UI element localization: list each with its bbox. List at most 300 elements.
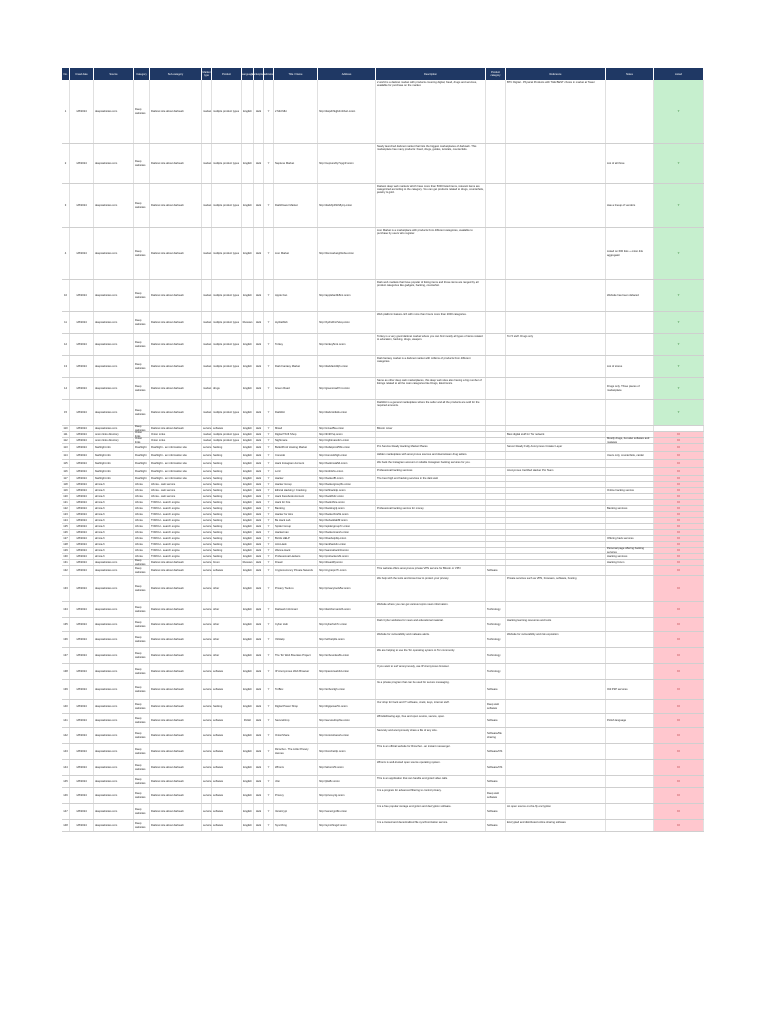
cell-category[interactable]: Deep websites (134, 648, 150, 663)
cell-description[interactable]: Website where you can get various topics news information. (376, 602, 486, 617)
cell-marketplace[interactable]: dark (254, 476, 264, 481)
cell-listed[interactable]: N (654, 530, 704, 535)
cell-notes[interactable] (606, 618, 654, 631)
cell-notes[interactable] (606, 820, 654, 831)
cell-address[interactable]: http://thrift7sq.onion (318, 432, 376, 437)
cell-subcategory[interactable]: Darknet site about darkweb (150, 184, 202, 227)
header-marketplace[interactable]: Marketplace (254, 68, 264, 80)
cell-listed[interactable]: Y (654, 400, 704, 425)
cell-title[interactable]: Comodo (274, 452, 318, 459)
cell-product-category[interactable] (486, 432, 506, 437)
cell-source[interactable]: ahmia.fi (94, 536, 134, 541)
cell-language[interactable]: English (242, 444, 254, 451)
cell-title[interactable]: OnionShare (274, 728, 318, 743)
cell-listed[interactable]: N (654, 788, 704, 803)
cell-subcategory[interactable]: Darknet site about darkweb (150, 680, 202, 699)
cell-title[interactable]: Spider Group (274, 524, 318, 529)
cell-address[interactable]: http://hackerman2v.onion (318, 530, 376, 535)
cell-date[interactable]: 1/8/2024 (70, 468, 94, 475)
cell-reference[interactable] (506, 482, 606, 487)
cell-category[interactable]: Ahmia (134, 536, 150, 541)
cell-category[interactable]: Flashlight (134, 460, 150, 467)
cell-language[interactable]: English (242, 500, 254, 505)
cell-no[interactable]: 136 (62, 632, 70, 647)
cell-listed[interactable]: N (654, 560, 704, 565)
cell-date[interactable]: 1/8/2024 (70, 426, 94, 431)
cell-product-category[interactable]: Software/OS (486, 744, 506, 759)
cell-notes[interactable] (606, 804, 654, 819)
cell-description[interactable]: It is a free popular storage encryption and decryption software. (376, 804, 486, 819)
cell-language[interactable]: English (242, 506, 254, 511)
cell-category[interactable]: Deep websites (134, 184, 150, 227)
cell-subcategory[interactable]: Darknet site about darkweb (150, 356, 202, 377)
cell-product[interactable]: multiple product types (212, 80, 242, 143)
cell-market-type[interactable]: service (202, 788, 212, 803)
cell-listed[interactable]: N (654, 500, 704, 505)
cell-reference[interactable] (506, 500, 606, 505)
cell-title[interactable]: Wanna Hack (274, 548, 318, 553)
cell-listed[interactable]: N (654, 632, 704, 647)
cell-indicator[interactable]: Y (264, 356, 274, 377)
cell-language[interactable]: English (242, 536, 254, 541)
cell-subcategory[interactable]: TORCH - search engine (150, 554, 202, 559)
cell-subcategory[interactable]: Darknet site about darkweb (150, 280, 202, 311)
cell-title[interactable]: Professional Hackers (274, 554, 318, 559)
cell-marketplace[interactable]: dark (254, 714, 264, 727)
cell-reference[interactable] (506, 536, 606, 541)
cell-source[interactable]: ahmia.fi (94, 500, 134, 505)
cell-product-category[interactable] (486, 334, 506, 355)
cell-title[interactable]: Syncthing (274, 820, 318, 831)
cell-market-type[interactable]: service (202, 728, 212, 743)
cell-indicator[interactable]: Y (264, 576, 274, 601)
table-row[interactable] (62, 280, 704, 312)
cell-product[interactable]: multiple product types (212, 400, 242, 425)
cell-address[interactable]: http://lionmarketgf4xdw.onion (318, 228, 376, 279)
cell-indicator[interactable]: Y (264, 744, 274, 759)
cell-indicator[interactable]: Y (264, 714, 274, 727)
cell-date[interactable]: 1/8/2024 (70, 444, 94, 451)
cell-indicator[interactable]: Y (264, 566, 274, 575)
cell-date[interactable]: 1/8/2024 (70, 438, 94, 443)
cell-listed[interactable]: N (654, 444, 704, 451)
cell-marketplace[interactable]: dark (254, 280, 264, 311)
cell-source[interactable]: deepwebsites.com (94, 728, 134, 743)
cell-title[interactable]: DarkFlower Market (274, 184, 318, 227)
cell-indicator[interactable]: Y (264, 494, 274, 499)
cell-category[interactable]: Deep websites (134, 714, 150, 727)
cell-product-category[interactable] (486, 444, 506, 451)
cell-source[interactable]: deepwebsites.com (94, 144, 134, 183)
cell-category[interactable]: Deep websites (134, 728, 150, 743)
table-row[interactable] (62, 744, 704, 760)
cell-product[interactable]: multiple product types (212, 184, 242, 227)
cell-product-category[interactable]: Software (486, 680, 506, 699)
cell-title[interactable]: Hack Instagram Account (274, 460, 318, 467)
cell-market-type[interactable]: service (202, 804, 212, 819)
cell-reference[interactable] (506, 452, 606, 459)
cell-category[interactable]: Deep websites (134, 744, 150, 759)
cell-language[interactable]: English (242, 700, 254, 713)
cell-description[interactable] (376, 524, 486, 529)
cell-marketplace[interactable]: dark (254, 184, 264, 227)
cell-source[interactable]: deepwebsites.com (94, 648, 134, 663)
cell-source[interactable]: deepwebsites.com (94, 714, 134, 727)
cell-category[interactable]: Ahmia (134, 482, 150, 487)
cell-product-category[interactable] (486, 312, 506, 333)
cell-subcategory[interactable]: Darknet site about darkweb (150, 804, 202, 819)
cell-listed[interactable]: N (654, 468, 704, 475)
cell-listed[interactable]: N (654, 554, 704, 559)
cell-source[interactable]: ahmia.fi (94, 548, 134, 553)
cell-source[interactable]: deepwebsites.com (94, 334, 134, 355)
cell-title[interactable]: IP Anonymous Web Browser (274, 664, 318, 679)
cell-title[interactable]: Ethical Hacking / Cracking (274, 488, 318, 493)
cell-address[interactable]: http://lord4xhx.onion (318, 468, 376, 475)
cell-category[interactable]: Flashlight (134, 476, 150, 481)
cell-title[interactable]: VeraCrypt (274, 804, 318, 819)
cell-listed[interactable]: N (654, 728, 704, 743)
cell-marketplace[interactable]: dark (254, 438, 264, 443)
cell-source[interactable]: flashlight.info (94, 460, 134, 467)
cell-no[interactable]: 118 (62, 482, 70, 487)
cell-market-type[interactable]: market (202, 228, 212, 279)
cell-address[interactable]: http://jitsi8x.onion (318, 776, 376, 787)
cell-category[interactable]: Deep websites (134, 700, 150, 713)
cell-address[interactable]: http://banking4j.onion (318, 506, 376, 511)
table-row[interactable] (62, 728, 704, 744)
cell-description[interactable]: Lion Market is a marketplace with products from different categories, available to purchase by users who register. (376, 228, 486, 279)
cell-address[interactable]: http://hack4hire.onion (318, 500, 376, 505)
table-row[interactable] (62, 648, 704, 664)
cell-category[interactable]: Deep websites (134, 632, 150, 647)
table-row[interactable] (62, 760, 704, 776)
cell-no[interactable]: 4 (62, 228, 70, 279)
cell-date[interactable]: 1/8/2024 (70, 334, 94, 355)
cell-language[interactable]: English (242, 468, 254, 475)
cell-title[interactable]: BulletProof Hosting Market (274, 444, 318, 451)
cell-description[interactable]: Pro Service Ready Hacking Market Places (376, 444, 486, 451)
cell-notes[interactable]: Mostly drugs, but also software and malware (606, 438, 654, 443)
cell-date[interactable]: 1/8/2024 (70, 228, 94, 279)
cell-description[interactable]: We are helping to use the Tor operating system to Tor community. (376, 648, 486, 663)
cell-market-type[interactable]: service (202, 576, 212, 601)
cell-description[interactable]: If you want to surf anonymously, use IP Anonymous browser. (376, 664, 486, 679)
cell-product[interactable]: multiple product types (212, 438, 242, 443)
cell-market-type[interactable]: service (203, 554, 212, 558)
cell-source[interactable]: deepwebsites.com (94, 632, 134, 647)
cell-language[interactable]: English (242, 184, 254, 227)
cell-source[interactable]: deepwebsites.com (94, 788, 134, 803)
cell-product[interactable]: hacking (212, 444, 242, 451)
cell-reference[interactable] (506, 680, 606, 699)
cell-indicator[interactable]: Y (264, 468, 274, 475)
cell-reference[interactable] (506, 714, 606, 727)
cell-product-category[interactable]: Software (486, 566, 506, 575)
cell-product[interactable]: hacking (212, 506, 242, 511)
cell-category[interactable]: Deep websites (134, 400, 150, 425)
cell-no[interactable]: 126 (62, 530, 70, 535)
cell-source[interactable]: deepwebsites.com (94, 426, 134, 431)
cell-product-category[interactable]: Software (486, 804, 506, 819)
table-row[interactable] (62, 378, 704, 400)
cell-no[interactable]: 13 (62, 356, 70, 377)
cell-no[interactable]: 138 (62, 664, 70, 679)
table-row[interactable] (62, 618, 704, 632)
cell-title[interactable]: The Tor Web Bounties Project (274, 648, 318, 663)
cell-date[interactable]: 1/8/2024 (70, 506, 94, 511)
cell-no[interactable]: 110 (62, 426, 70, 431)
cell-category[interactable]: Deep websites (134, 576, 150, 601)
cell-marketplace[interactable]: dark (254, 524, 264, 529)
cell-subcategory[interactable]: Darknet site about darkweb (150, 228, 202, 279)
cell-description[interactable] (376, 438, 486, 443)
table-row[interactable] (62, 776, 704, 788)
cell-listed[interactable]: N (654, 566, 704, 575)
cell-date[interactable]: 1/8/2024 (70, 144, 94, 183)
cell-listed[interactable]: Y (654, 280, 704, 311)
cell-category[interactable]: Deep websites (134, 566, 150, 575)
cell-language[interactable]: English (242, 788, 254, 803)
cell-address[interactable]: http://hacker8f.onion (318, 476, 376, 481)
cell-subcategory[interactable]: TORCH - search engine (150, 524, 202, 529)
cell-marketplace[interactable]: dark (254, 482, 264, 487)
cell-address[interactable]: http://bluehelp9q.onion (318, 536, 376, 541)
cell-reference[interactable] (506, 476, 606, 481)
cell-title[interactable]: Privoxy (274, 788, 318, 803)
cell-date[interactable]: 1/8/2024 (70, 460, 94, 467)
cell-description[interactable]: Dark web markets that have popular of listing items and those items are ranged by all product categories like gadgets, hacking, counterfeit. (376, 280, 486, 311)
cell-marketplace[interactable]: dark (254, 632, 264, 647)
cell-title[interactable]: Dread (274, 560, 318, 565)
cell-product[interactable]: multiple product types (212, 334, 242, 355)
cell-title[interactable]: Digital Thrift Shop (274, 432, 318, 437)
cell-reference[interactable] (506, 184, 606, 227)
cell-notes[interactable] (606, 700, 654, 713)
cell-language[interactable]: English (242, 576, 254, 601)
cell-product[interactable]: hacking (212, 452, 242, 459)
cell-title[interactable]: SecureDrop (274, 714, 318, 727)
header-language[interactable]: Language (242, 68, 254, 80)
cell-listed[interactable]: N (654, 536, 704, 541)
cell-notes[interactable] (606, 500, 654, 505)
cell-language[interactable]: English (242, 554, 254, 559)
cell-notes[interactable]: Old P2P services (606, 680, 654, 699)
cell-language[interactable]: English (242, 518, 254, 523)
cell-notes[interactable] (606, 312, 654, 333)
cell-product-category[interactable] (486, 488, 506, 493)
cell-market-type[interactable]: service (202, 700, 212, 713)
cell-market-type[interactable]: service (202, 714, 212, 727)
cell-notes[interactable] (606, 426, 654, 431)
cell-date[interactable]: 1/8/2024 (70, 700, 94, 713)
table-row[interactable] (62, 80, 704, 144)
cell-date[interactable]: 1/8/2024 (70, 788, 94, 803)
cell-reference[interactable] (506, 700, 606, 713)
cell-subcategory[interactable]: Darknet site about darkweb (150, 760, 202, 775)
cell-language[interactable]: English (242, 460, 254, 467)
cell-category[interactable]: Ahmia (134, 488, 150, 493)
header-description[interactable]: Description (376, 68, 486, 80)
cell-date[interactable]: 1/8/2024 (70, 356, 94, 377)
cell-reference[interactable] (506, 280, 606, 311)
cell-reference[interactable] (506, 602, 606, 617)
cell-listed[interactable]: N (654, 760, 704, 775)
cell-description[interactable]: Newly launched darknet market that lists the biggest marketplaces of darkweb. This marketplace has many products: fraud, drugs, guides, tutorials, counterfeits. (376, 144, 486, 183)
cell-title[interactable]: Lion Market (274, 228, 318, 279)
cell-market-type[interactable]: market (202, 378, 212, 399)
cell-title[interactable]: Hacker Group (274, 482, 318, 487)
cell-language[interactable]: English (242, 400, 254, 425)
cell-no[interactable]: 134 (62, 602, 70, 617)
cell-no[interactable]: 117 (62, 476, 70, 481)
cell-notes[interactable] (606, 728, 654, 743)
cell-product-category[interactable] (486, 144, 506, 183)
cell-address[interactable]: http://neptune5y7xpg4f.onion (318, 144, 376, 183)
cell-date[interactable]: 1/8/2024 (70, 632, 94, 647)
cell-title[interactable]: DarkRot (274, 400, 318, 425)
cell-subcategory[interactable]: Flashlight - an information site (150, 460, 202, 467)
cell-product[interactable]: other (212, 632, 242, 647)
cell-subcategory[interactable]: TORCH - search engine (150, 512, 202, 517)
cell-indicator[interactable]: Y (264, 312, 274, 333)
table-row[interactable] (62, 184, 704, 228)
cell-listed[interactable]: Y (654, 378, 704, 399)
cell-title[interactable]: Hack Facebook Account (274, 494, 318, 499)
cell-description[interactable]: Its a private program that can be used for secure messaging. (376, 680, 486, 699)
cell-market-type[interactable]: market (202, 184, 212, 227)
cell-notes[interactable] (606, 444, 654, 451)
cell-language[interactable]: English (242, 476, 254, 481)
cell-product-category[interactable] (486, 542, 506, 547)
cell-date[interactable]: 1/8/2024 (70, 680, 94, 699)
header-subcategory[interactable]: Sub-category (150, 68, 202, 80)
cell-notes[interactable]: Banking services (606, 506, 654, 511)
cell-title[interactable]: Neptune Market (274, 144, 318, 183)
cell-product[interactable]: software (212, 426, 242, 431)
cell-description[interactable]: Our shop for hack and IT software, crack, keys, internet stuff. (376, 700, 486, 713)
cell-product[interactable]: hacking (212, 518, 242, 523)
cell-product[interactable]: hacking (212, 542, 242, 547)
cell-listed[interactable]: N (654, 506, 704, 511)
cell-listed[interactable]: N (654, 576, 704, 601)
cell-notes[interactable]: List of stores (606, 356, 654, 377)
cell-notes[interactable] (606, 400, 654, 425)
cell-description[interactable]: We hack the Instagram account or reliable Instagram hacking services for you. (376, 460, 486, 467)
cell-marketplace[interactable]: dark (254, 444, 264, 451)
cell-address[interactable]: http://hackinsta5d.onion (318, 460, 376, 467)
cell-date[interactable]: 1/8/2024 (70, 820, 94, 831)
cell-category[interactable]: Deep websites (134, 426, 150, 431)
cell-product-category[interactable] (486, 80, 506, 143)
cell-product[interactable]: forum (212, 560, 242, 565)
cell-language[interactable]: English (242, 820, 254, 831)
cell-date[interactable]: 1/8/2024 (70, 714, 94, 727)
cell-subcategory[interactable]: Ahmia - web service (150, 482, 202, 487)
cell-market-type[interactable]: service (203, 524, 212, 528)
cell-subcategory[interactable]: Darknet site about darkweb (150, 566, 202, 575)
cell-reference[interactable] (506, 744, 606, 759)
cell-description[interactable]: Dark fantasy market is a darknet market with millions of products from different categories. (376, 356, 486, 377)
cell-source[interactable]: ahmia.fi (94, 482, 134, 487)
cell-market-type[interactable]: service (202, 452, 212, 459)
cell-reference[interactable]: Best digital stuff for Tor network (506, 432, 606, 437)
cell-market-type[interactable]: service (202, 460, 212, 467)
cell-indicator[interactable]: Y (264, 728, 274, 743)
cell-no[interactable]: 119 (62, 488, 70, 493)
cell-marketplace[interactable]: dark (254, 760, 264, 775)
cell-language[interactable]: English (242, 356, 254, 377)
cell-market-type[interactable]: service (203, 506, 212, 510)
cell-reference[interactable] (506, 144, 606, 183)
cell-description[interactable]: Torkey is a very good darknet market where you can find mostly all types of items related to education, hacking, drugs, weapon. (376, 334, 486, 355)
cell-subcategory[interactable]: Darknet site about darkweb (150, 576, 202, 601)
cell-indicator[interactable]: Y (264, 664, 274, 679)
cell-subcategory[interactable]: Flashlight - an information site (150, 444, 202, 451)
cell-reference[interactable]: BTC Digital - Physical Products with THE BEST choice in market at Tower (506, 80, 606, 143)
cell-category[interactable]: Ahmia (134, 554, 150, 559)
cell-category[interactable]: Flashlight (134, 444, 150, 451)
cell-source[interactable]: onion links directory (94, 432, 134, 437)
cell-category[interactable]: Deep websites (134, 560, 150, 565)
cell-title[interactable]: Anti-Hack (274, 542, 318, 547)
cell-source[interactable]: deepwebsites.com (94, 566, 134, 575)
cell-marketplace[interactable]: dark (254, 602, 264, 617)
cell-product-category[interactable] (486, 548, 506, 553)
cell-language[interactable]: English (242, 664, 254, 679)
cell-category[interactable]: Deep websites (134, 664, 150, 679)
cell-no[interactable]: 142 (62, 728, 70, 743)
cell-address[interactable]: http://privacytools5w.onion (318, 576, 376, 601)
cell-language[interactable]: English (242, 494, 254, 499)
cell-market-type[interactable]: service (202, 566, 212, 575)
cell-source[interactable]: deepwebsites.com (94, 804, 134, 819)
cell-address[interactable]: http://virthelp6s.onion (318, 632, 376, 647)
cell-reference[interactable] (506, 426, 606, 431)
cell-title[interactable]: Privacy Tools.io (274, 576, 318, 601)
cell-date[interactable]: 1/8/2024 (70, 494, 94, 499)
cell-subcategory[interactable]: Darknet site about darkweb (150, 820, 202, 831)
cell-indicator[interactable]: Y (264, 512, 274, 517)
cell-source[interactable]: deepwebsites.com (94, 680, 134, 699)
cell-source[interactable]: ahmia.fi (94, 512, 134, 517)
cell-product-category[interactable] (486, 518, 506, 523)
cell-listed[interactable]: N (654, 438, 704, 443)
cell-no[interactable]: 1 (62, 80, 70, 143)
cell-date[interactable]: 1/8/2024 (70, 542, 94, 547)
cell-listed[interactable]: N (654, 602, 704, 617)
cell-indicator[interactable]: Y (264, 378, 274, 399)
cell-description[interactable]: Whistleblowing app, free and open source, secure, open. (376, 714, 486, 727)
cell-source[interactable]: ahmia.fi (94, 530, 134, 535)
header-source[interactable]: Source (94, 68, 134, 80)
cell-date[interactable]: 1/8/2024 (70, 518, 94, 523)
cell-notes[interactable] (606, 494, 654, 499)
cell-reference[interactable] (506, 512, 606, 517)
cell-product[interactable]: software (212, 760, 242, 775)
cell-subcategory[interactable]: Darknet site about darkweb (150, 776, 202, 787)
cell-description[interactable] (376, 542, 486, 547)
cell-reference[interactable] (506, 776, 606, 787)
cell-notes[interactable]: Offering hack services (606, 536, 654, 541)
cell-no[interactable]: 11 (62, 312, 70, 333)
cell-language[interactable]: English (242, 542, 254, 547)
cell-title[interactable]: Mixed (274, 426, 318, 431)
cell-listed[interactable]: N (654, 452, 704, 459)
cell-no[interactable]: 145 (62, 776, 70, 787)
cell-subcategory[interactable]: TORCH - search engine (150, 548, 202, 553)
cell-date[interactable]: 1/8/2024 (70, 618, 94, 631)
